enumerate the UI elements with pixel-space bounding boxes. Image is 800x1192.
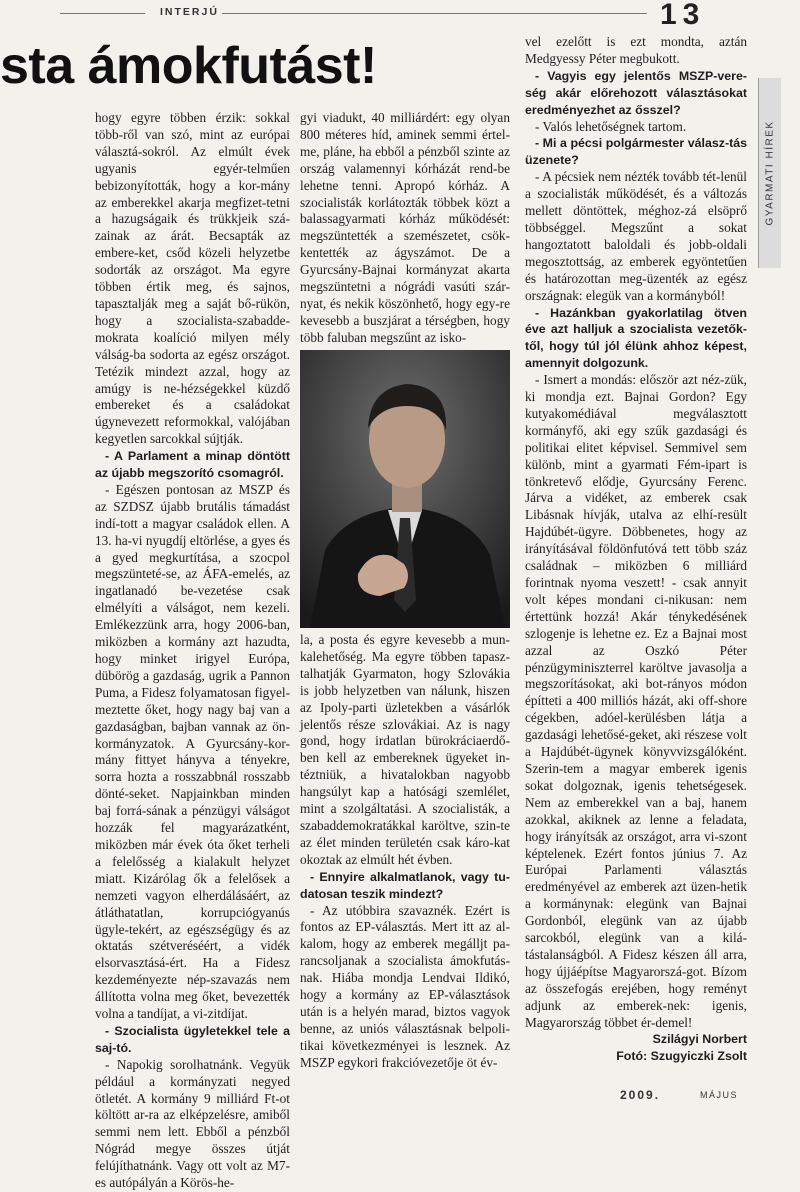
side-tab-label: GYARMATI HÍREK <box>764 120 776 226</box>
paragraph: - Napokig sorolhatnánk. Vegyük például a kormányzati negyed ötletét. A kormány 9 milliárd Ft-ot költött ar-ra az elképzelésre, amiből semmi nem lett. Ebből a pénzből Nógrád megye összes útját felújíthatnánk. Vagy ott volt az M7-es autópályán a Körös-he- <box>95 1056 290 1191</box>
header-rule-left <box>60 13 145 14</box>
paragraph: - Egészen pontosan az MSZP és az SZDSZ újabb brutális támadást indí-tott a magyar családok ellen. A 13. ha-vi nyugdíj eltörlése, a gyes és a gyed megkurtítása, a szocpol megszünteté-se, az ÁFA-emelés, az ingatlanadó be-vezetése csak elmélyíti a válságot, nem kezeli. Emlékezzünk arra, hogy 2006-ban, miközben a kormány azt hazudta, hogy minket irigyel Európa, dübörög a gazdaság, ugrik a Pannon Puma, a Fidesz folyamatosan figyel-meztette őket, hogy nagy baj van a gazdaságban, bajban vannak az ön-kormányzatok. A Gyurcsány-kor-mány fittyet hányva a tényekre, sorra hozta a rosszabbnál rosszabb dönté-seket. Napjainkban minden baj forrá-sának a pénzügyi válságot hozzák fel magyarázatként, miközben már évek óta őket terheli a felelősség a kialakult helyzet miatt. Kizárólag ők a felelősek a nemzeti vagyon elherdálásáért, az átláthatatlan, korrupciógyanús ügyle-tekért, az egészségügy és az oktatás szétveréséért, a vidék elsorvasztásá-ért. Ha a Fidesz kezdeményezte nép-szavazás nem állította volna meg őket, bevezették volna a tandíjat, a vi-zitdíjat. <box>95 481 290 1022</box>
paragraph: gyi viadukt, 40 milliárdért: egy olyan 800 méteres híd, aminek semmi értel-me, pláne, ha ebből a pénzből szinte az ország valamennyi kórházát rend-be lehetne tenni. Apropó kórház. A szocialisták korlátozták többek közt a balassagyarmati kórház működését: megszüntették a szemészetet, csök-kentették az ágyszámot. De a Gyurcsány-Bajnai kormányzat akarta megszüntetni a nógrádi vasúti szár-nyat, és nekik köszönhető, hogy egy-re kevesebb a buszjárat a térségben, hogy több faluban megszűnt az isko- <box>300 110 510 345</box>
paragraph: - Valós lehetőségnek tartom. <box>535 118 687 134</box>
footer-year: 2009. <box>620 1088 661 1102</box>
page-number: 13 <box>660 0 706 31</box>
author-name: Szilágyi Norbert <box>652 1032 747 1047</box>
side-tab <box>758 78 781 268</box>
header-rule-right <box>222 13 647 14</box>
paragraph: la, a posta és egyre kevesebb a mun-kalehetőség. Ma egyre többen tapasz-talhatják Gyarmaton, hogy Szlovákia is jobb helyzetben van nálunk, hiszen az Ipoly-parti üzletekben a vásárlók jelentős része szlovákiai. Az is nagy gond, hogy irdatlan bürokráciaerdő-ben kell az embereknek ügyeket in-téztniük, a hivatalokban nagyobb hangsúlyt kap a hatósági szemlélet, mint a szolgáltatási. A szocialisták, a szabaddemokratákkal karöltve, szin-te az élet minden területén csak káro-kat okoztak az elmúlt hét évben. <box>300 632 510 867</box>
paragraph: vel ezelőtt is ezt mondta, aztán Medgyessy Péter megbukott. <box>525 34 747 66</box>
question: - Hazánkban gyakorlatilag ötven éve azt halljuk a szocialista vezetők-től, hogy túl jól élünk ahhoz képest, amennyit dolgozunk. <box>525 305 747 371</box>
question: - A Parlament a minap döntött az újabb megszorító csomagról. <box>95 449 290 481</box>
portrait-image <box>300 350 510 628</box>
question: - Mi a pécsi polgármester válasz-tás üzenete? <box>525 136 747 168</box>
photo-credit: Fotó: Szugyiczki Zsolt <box>616 1049 747 1064</box>
article-column-2-top <box>300 110 510 347</box>
question: - Ennyire alkalmatlanok, vagy tu-datosan teszik mindezt? <box>300 869 510 901</box>
article-column-1 <box>95 110 290 1192</box>
article-column-3 <box>525 34 747 1065</box>
article-column-2-bottom <box>300 632 510 1072</box>
question: - Vagyis egy jelentős MSZP-vere-ség akár előrehozott választásokat eredményezhet az ősszel? <box>525 68 747 117</box>
paragraph: hogy egyre többen érzik: sokkal több-ről van szó, mint az európai választá-sokról. Az elmúlt évek ugyanis egyér-telműen bebizonyították, hogy a kor-mány az emberekkel akarja megfizet-tetni a hazugságaik és trükkjeik szá-zainak az árát. Becsapták az embere-ket, csőd közeli helyzetbe sodorták az országot. Ma egyre többen értik meg, és sajnos, tapasztalják meg a saját bő-rükön, hogy a szocialista-szabadde-mokrata koalíció milyen mély válság-ba sodorta az egész országot. Tetézik mindezt azzal, hogy az amúgy is ne-hézségekkel küzdő embereket és a családokat úgynevezett reformokkal, valójában kegyetlen sarcokkal sújtják. <box>95 110 290 447</box>
portrait-photo <box>300 350 510 628</box>
paragraph: - Az utóbbira szavaznék. Ezért is fontos az EP-választás. Mert itt az al-kalom, hogy az emberek megálljt pa-rancsoljanak a szocialista ámokfutás-nak. Hiába mondja Lendvai Ildikó, hogy a kormány az EP-választások után is a helyén marad, biztos vagyok benne, az uniós választásnak belpoli-tikai következményei is lesznek. Az MSZP egykori frakcióvezetője öt év- <box>300 902 510 1070</box>
section-label: INTERJÚ <box>160 6 219 18</box>
headline: sta ámokfutást! <box>0 37 377 95</box>
paragraph: - A pécsiek nem nézték tovább tét-lenül a szocialisták működését, és a változás mellett döntöttek, méghoz-zá elsöprő többséggel. Megszűnt a sokat hangoztatott baloldali és jobb-oldali megosztottság, az emberek egyöntetűen és határozottan meg-üzenték az egész országnak: elegük van a kormányból! <box>525 169 747 303</box>
footer-month: MÁJUS <box>700 1090 739 1100</box>
question: - Szocialista ügyletekkel tele a saj-tó. <box>95 1023 290 1055</box>
paragraph: - Ismert a mondás: először azt néz-zük, ki mondja ezt. Bajnai Gordon? Egy kutyakomédiával megválasztott kormányfő, aki egy szűk gazdasági és politikai elitet képvisel. Semmivel sem különb, mint a gyarmati Fém-ipart is tönkretevő elődje, Gyurcsány Ferenc. Járva a vidéket, az emberek csak Libásnak hívják, utalva az elhí-resült Hajdúbét-ügyre. Döbbenetes, hogy az irányításával földönfutóvá tett több száz családnak – miközben 6 milliárd forintnak nyoma veszett! - csak annyit volt képes mondani ci-nikusan: nem értettünk hozzá! Akár ténykedésének szlogenje is lehetne ez. Ez a Bajnai most azzal az Oszkó Péter pénzügyminiszterrel karöltve javasolja a megszorításokat, aki bot-rányos módon építteti a 400 milliós házát, aki off-shore cégekben, adóel-kerülésben látja a gazdasági lehetősé-geket, aki részese volt a Hajdúbét-ügynek könyvvizsgálóként. Szerin-tem a magyar emberek igenis sokat dolgoznak, igenis tehetségesek. Nem az emberekkel van a baj, hanem azokkal, akiknek az lenne a feladata, hogy irányítsák az országot, arra vi-szont képtelenek. Ezért fontos június 7. Az Európai Parlamenti választás eredményével az emberek azt üzen-hetik a kormánynak: elegünk van Bajnai Gordonból, elegünk van az újabb sarcokból, elegünk van a kilá-tástalanságból. A Fidesz készen áll arra, hogy újjáépítse Magyarorszá-got. Bízom az összefogás erejében, hogy reményt adjunk az emberek-nek: igenis, Magyarország többet ér-demel! <box>525 372 747 1030</box>
